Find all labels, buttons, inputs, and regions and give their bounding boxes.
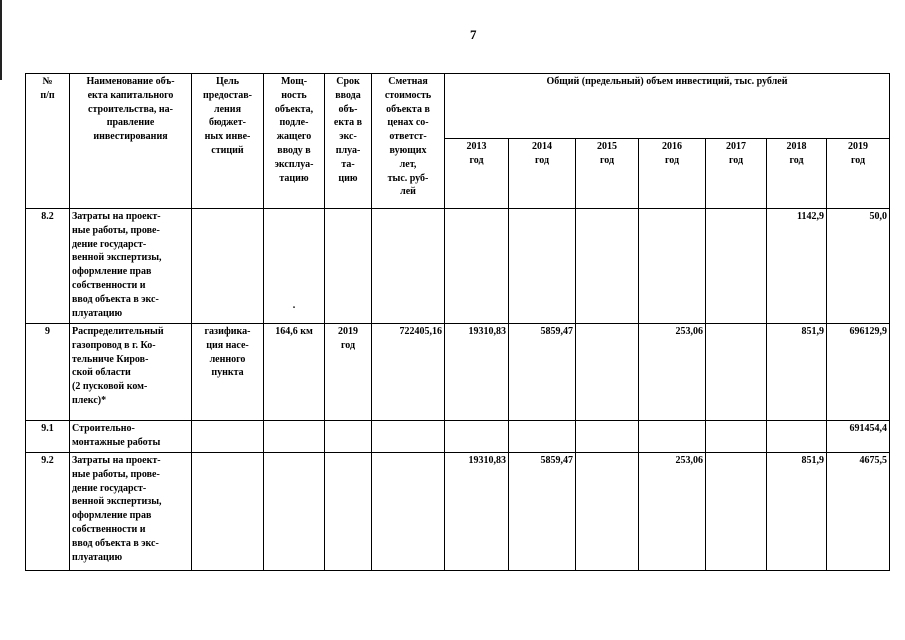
row-value xyxy=(576,324,639,421)
row-goal xyxy=(192,453,264,571)
row-value: 4675,5 xyxy=(827,453,890,571)
header-goal: Цель предостав- ления бюджет- ных инве- стиций xyxy=(192,74,264,209)
header-year: 2017 год xyxy=(706,139,767,209)
page-number: 7 xyxy=(470,27,477,42)
row-goal: газифика- ция насе- ленного пункта xyxy=(192,324,264,421)
row-value xyxy=(639,421,706,453)
row-capacity: 164,6 км xyxy=(264,324,325,421)
row-value: 851,9 xyxy=(767,324,827,421)
row-term xyxy=(325,421,372,453)
investment-table xyxy=(25,73,890,571)
row-value: 253,06 xyxy=(639,453,706,571)
header-num: № п/п xyxy=(26,74,70,209)
row-value xyxy=(639,209,706,324)
row-value xyxy=(576,209,639,324)
row-num: 9 xyxy=(26,324,70,421)
header-year: 2015 год xyxy=(576,139,639,209)
table-row xyxy=(26,453,890,571)
row-value: 5859,47 xyxy=(509,453,576,571)
row-value xyxy=(706,209,767,324)
row-name: Распределительный газопровод в г. Ко- тельниче Киров- ской области (2 пусковой ком- плекс)* xyxy=(70,324,192,421)
row-goal xyxy=(192,209,264,324)
row-capacity: . xyxy=(264,209,325,324)
header-year: 2014 год xyxy=(509,139,576,209)
row-term xyxy=(325,453,372,571)
row-value: 1142,9 xyxy=(767,209,827,324)
row-value xyxy=(576,421,639,453)
row-value: 19310,83 xyxy=(445,453,509,571)
row-goal xyxy=(192,421,264,453)
row-cost xyxy=(372,209,445,324)
row-value: 696129,9 xyxy=(827,324,890,421)
table-row xyxy=(26,421,890,453)
row-cost: 722405,16 xyxy=(372,324,445,421)
row-value xyxy=(706,421,767,453)
row-cost xyxy=(372,421,445,453)
row-value xyxy=(576,453,639,571)
header-capacity: Мощ- ность объекта, подле- жащего вводу в эксплуа- тацию xyxy=(264,74,325,209)
margin-line xyxy=(0,0,2,80)
header-year: 2016 год xyxy=(639,139,706,209)
row-value xyxy=(509,421,576,453)
row-name: Строительно- монтажные работы xyxy=(70,421,192,453)
table-row xyxy=(26,209,890,324)
row-value xyxy=(767,421,827,453)
row-value: 19310,83 xyxy=(445,324,509,421)
row-name: Затраты на проект- ные работы, прове- дение государст- венной экспертизы, оформление прав собственности и ввод объекта в экс- плуатацию xyxy=(70,209,192,324)
header-investment: Общий (предельный) объем инвестиций, тыс. рублей xyxy=(445,74,890,139)
header-name: Наименование объ- екта капитального строительства, на- правление инвестирования xyxy=(70,74,192,209)
row-value xyxy=(445,421,509,453)
row-cost xyxy=(372,453,445,571)
header-term: Срок ввода объ- екта в экс- плуа- та- цию xyxy=(325,74,372,209)
header-year: 2019 год xyxy=(827,139,890,209)
table-row xyxy=(26,324,890,421)
row-num: 8.2 xyxy=(26,209,70,324)
row-value: 691454,4 xyxy=(827,421,890,453)
header-row-1 xyxy=(26,74,890,139)
row-value: 253,06 xyxy=(639,324,706,421)
header-cost: Сметная стоимость объекта в ценах со- ответст- вующих лет, тыс. руб- лей xyxy=(372,74,445,209)
row-value: 851,9 xyxy=(767,453,827,571)
row-value: 5859,47 xyxy=(509,324,576,421)
row-term: 2019 год xyxy=(325,324,372,421)
row-value: 50,0 xyxy=(827,209,890,324)
row-capacity xyxy=(264,421,325,453)
row-capacity xyxy=(264,453,325,571)
header-year: 2013 год xyxy=(445,139,509,209)
row-term xyxy=(325,209,372,324)
row-value xyxy=(445,209,509,324)
row-name: Затраты на проект- ные работы, прове- дение государст- венной экспертизы, оформление прав собственности и ввод объекта в экс- плуатацию xyxy=(70,453,192,571)
row-value xyxy=(706,324,767,421)
row-value xyxy=(509,209,576,324)
row-num: 9.1 xyxy=(26,421,70,453)
row-num: 9.2 xyxy=(26,453,70,571)
row-value xyxy=(706,453,767,571)
header-year: 2018 год xyxy=(767,139,827,209)
